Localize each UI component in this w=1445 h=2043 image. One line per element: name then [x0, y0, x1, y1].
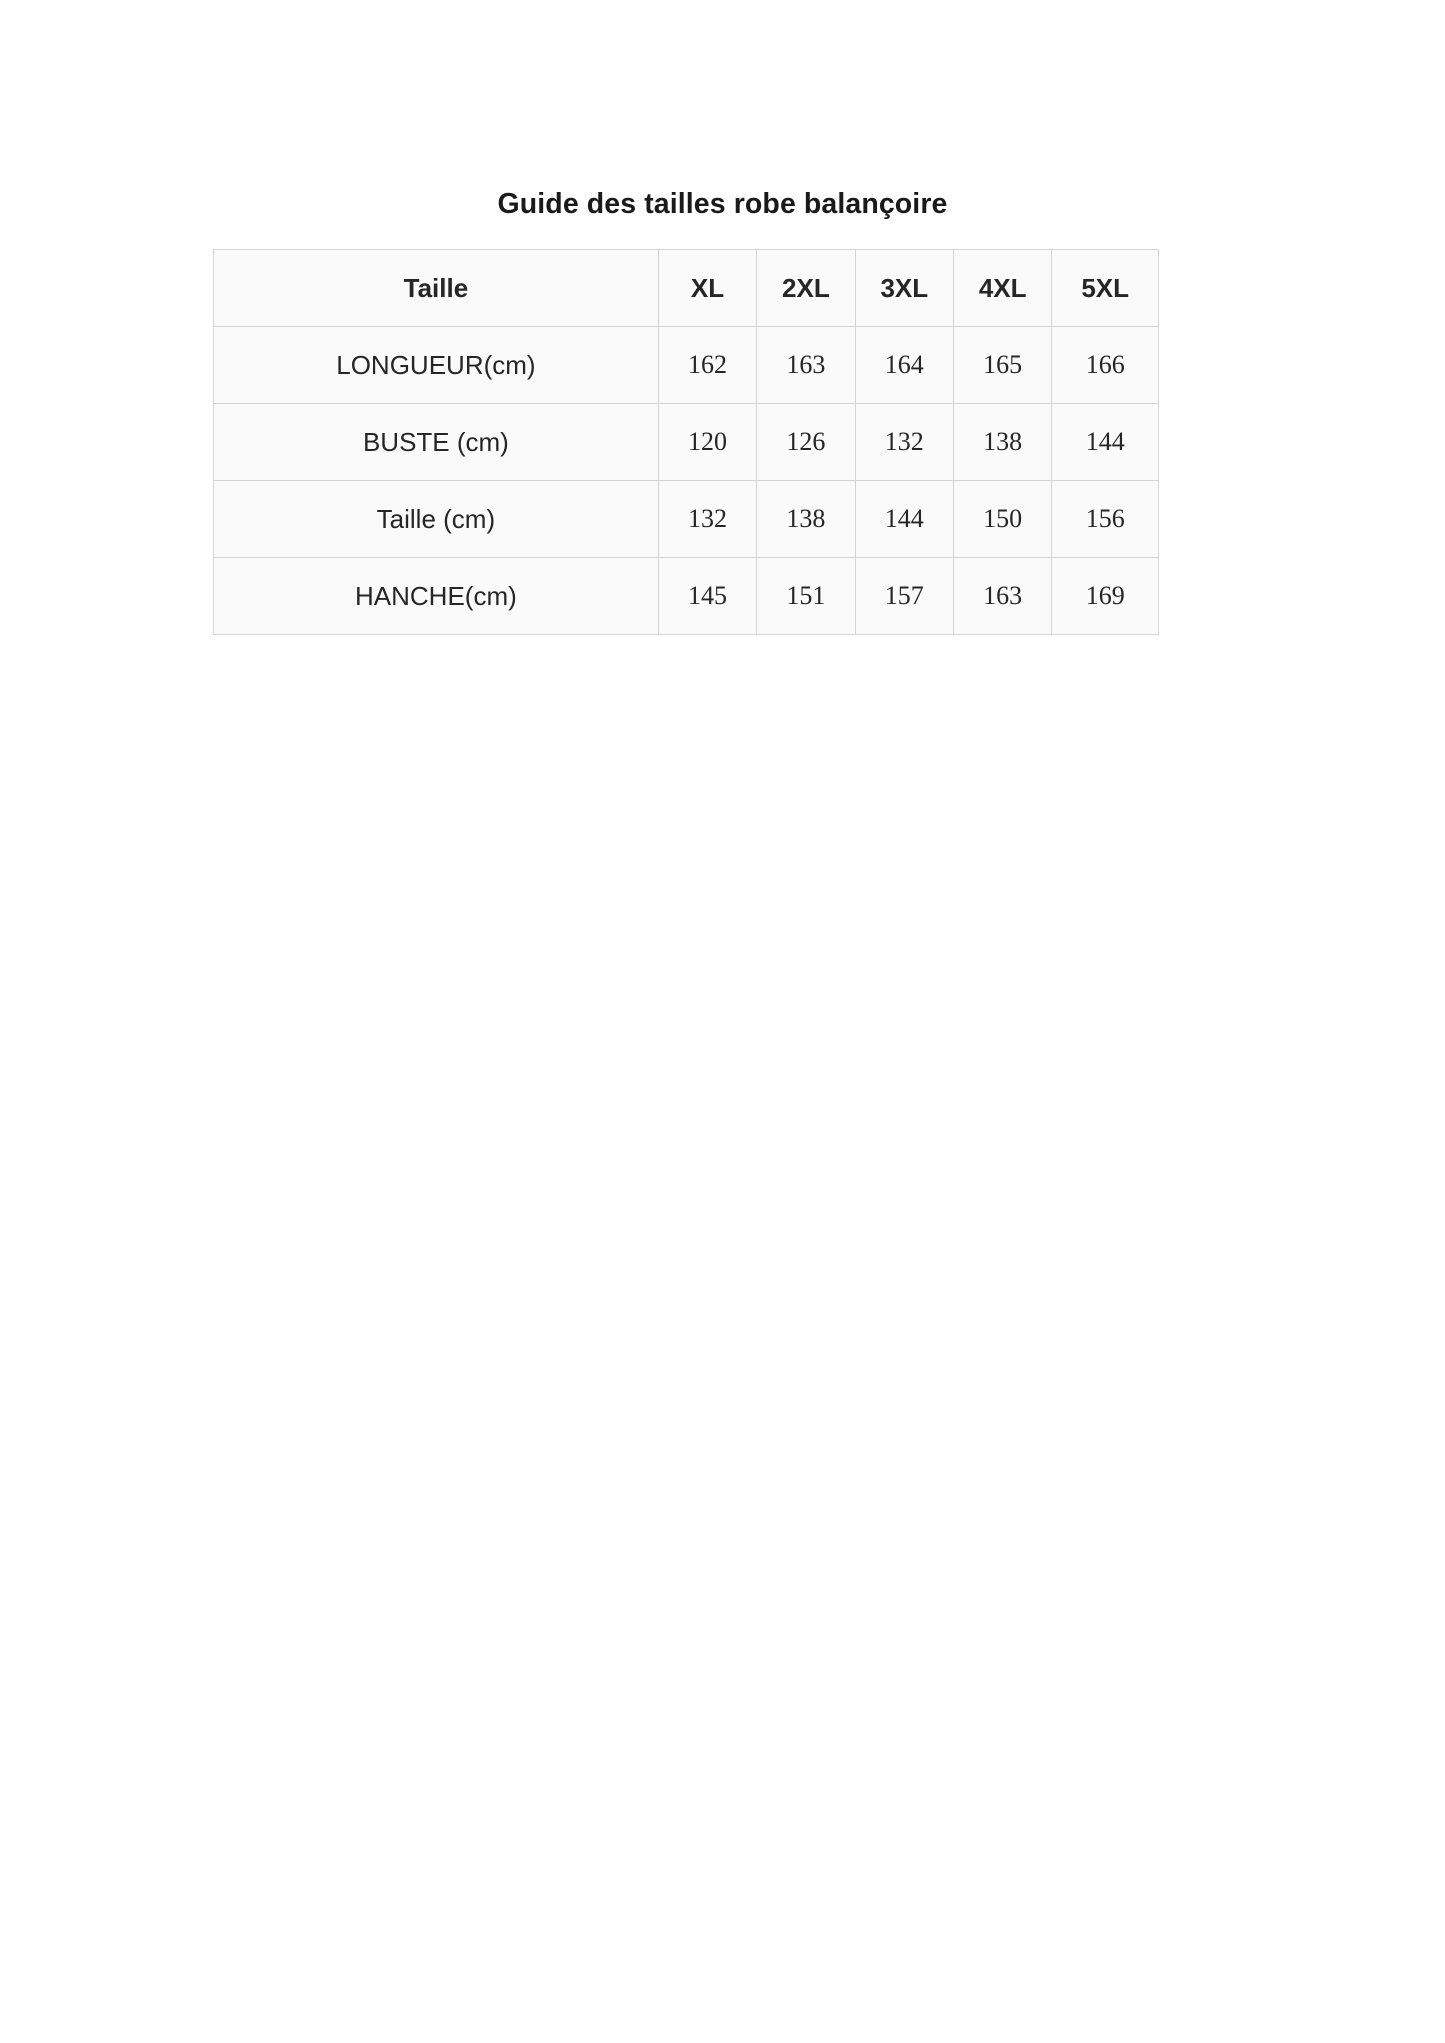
cell-longueur-5xl: 166 [1052, 327, 1159, 404]
table-row [214, 558, 1159, 635]
table-header-size-2xl: 2XL [757, 250, 855, 327]
cell-hanche-xl: 145 [658, 558, 756, 635]
page-title: Guide des tailles robe balançoire [497, 188, 948, 220]
cell-taille-5xl: 156 [1052, 481, 1159, 558]
row-label-taille: Taille (cm) [214, 481, 659, 558]
cell-longueur-4xl: 165 [953, 327, 1051, 404]
cell-buste-4xl: 138 [953, 404, 1051, 481]
cell-buste-3xl: 132 [855, 404, 953, 481]
cell-buste-5xl: 144 [1052, 404, 1159, 481]
row-label-longueur: LONGUEUR(cm) [214, 327, 659, 404]
table-header-size-xl: XL [658, 250, 756, 327]
cell-hanche-4xl: 163 [953, 558, 1051, 635]
cell-longueur-3xl: 164 [855, 327, 953, 404]
table-header-size-3xl: 3XL [855, 250, 953, 327]
size-guide-table [213, 249, 1159, 635]
table-row [214, 327, 1159, 404]
cell-hanche-5xl: 169 [1052, 558, 1159, 635]
cell-longueur-2xl: 163 [757, 327, 855, 404]
cell-taille-xl: 132 [658, 481, 756, 558]
table-row [214, 481, 1159, 558]
table-header-measure: Taille [214, 250, 659, 327]
cell-hanche-3xl: 157 [855, 558, 953, 635]
row-label-hanche: HANCHE(cm) [214, 558, 659, 635]
cell-hanche-2xl: 151 [757, 558, 855, 635]
table-header-row [214, 250, 1159, 327]
size-guide-table-container [213, 249, 1159, 635]
table-header-size-5xl: 5XL [1052, 250, 1159, 327]
cell-taille-2xl: 138 [757, 481, 855, 558]
cell-buste-xl: 120 [658, 404, 756, 481]
cell-taille-4xl: 150 [953, 481, 1051, 558]
table-header-size-4xl: 4XL [953, 250, 1051, 327]
table-row [214, 404, 1159, 481]
row-label-buste: BUSTE (cm) [214, 404, 659, 481]
cell-taille-3xl: 144 [855, 481, 953, 558]
cell-buste-2xl: 126 [757, 404, 855, 481]
cell-longueur-xl: 162 [658, 327, 756, 404]
